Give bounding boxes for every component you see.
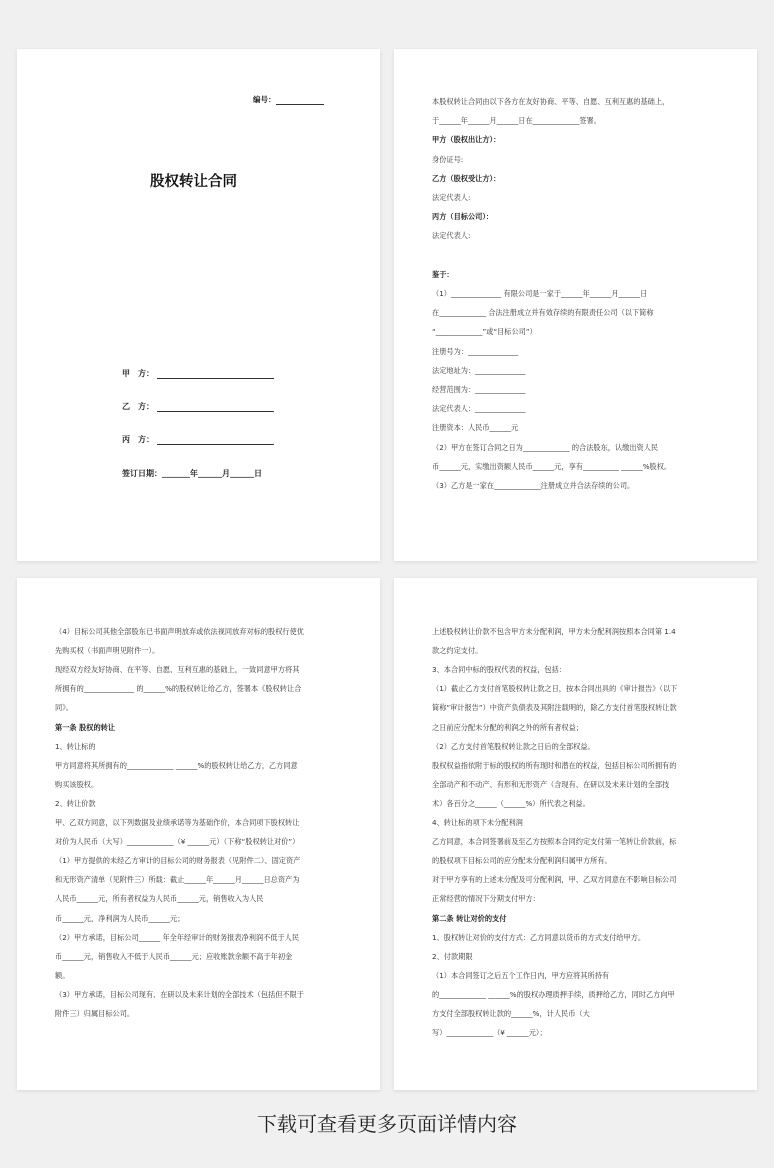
- text-line: 1、股权转让对价的支付方式：乙方同意以货币的方式支付给甲方。: [432, 932, 646, 942]
- text-line: （2）甲方承诺，目标公司______ 年全年经审计的财务报表净利润不低于人民: [55, 932, 300, 942]
- text-line: 身份证号:: [432, 154, 464, 164]
- text-line: 甲、乙双方同意，以下列数据及业绩承诺等为基础作价，本合同项下股权转让: [55, 818, 300, 827]
- text-line: 币______元，实缴出资额人民币______元，享有__________ ______%股权。: [432, 461, 672, 471]
- text-line: 法定代表人：______________: [432, 404, 526, 414]
- document-page-2: [394, 49, 757, 561]
- text-line: （4）目标公司其他全部股东已书面声明放弃或依法视同放弃对标的股权行使优: [55, 627, 304, 636]
- text-line: 简称“审计报告”）中资产负债表及其附注载明的，除乙方支付首笔股权转让款: [432, 703, 677, 713]
- text-line: 币______元，净利润为人民币______元；: [55, 913, 185, 923]
- contract-number-label: 编号：: [253, 95, 276, 104]
- text-line: 1、转让标的: [55, 741, 96, 751]
- text-line: 3、本合同中标的股权代表的权益，包括：: [432, 665, 566, 675]
- text-line: 对于甲方享有的上述未分配及可分配利润，甲、乙双方同意在不影响目标公司: [432, 875, 677, 885]
- party-c-blank: [157, 436, 274, 445]
- party-a-field: [122, 368, 274, 379]
- party-c-label: 丙 方：: [122, 435, 154, 444]
- text-line: 的_____________ ______%的股权办理质押手续，质押给乙方，同时乙方向甲: [432, 989, 675, 999]
- text-line: 股权权益指依附于标的股权的所有现时和潜在的权益，包括目标公司所拥有的: [432, 760, 677, 770]
- party-b-field: [122, 401, 274, 412]
- section-heading: 丙方（目标公司）：: [432, 212, 494, 222]
- text-line: （3）乙方是一家在_____________注册成立并合法存续的公司。: [432, 481, 635, 490]
- party-b-label: 乙 方：: [122, 402, 154, 411]
- text-line: 额。: [55, 970, 70, 980]
- text-line: 对价为人民币（大写）_____________（¥ ______元）（下称“股权转让对价”）: [55, 837, 300, 847]
- text-line: 注册号为：______________: [432, 346, 519, 356]
- text-line: 全部动产和不动产、有形和无形资产（含现有、在研以及未来计划的全部技: [432, 779, 670, 789]
- contract-title: 股权转让合同: [150, 174, 237, 190]
- text-line: 之日前应分配未分配的利润之外的所有者权益；: [432, 722, 583, 732]
- text-line: 本股权转让合同由以下各方在友好协商、平等、自愿、互利互惠的基础上，: [432, 97, 670, 106]
- text-line: 在_____________ 合法注册成立并有效存续的有限责任公司（以下简称: [432, 308, 654, 318]
- party-c-field: [122, 434, 274, 445]
- text-line: 上述股权转让价款不包含甲方未分配利润，甲方未分配利润按照本合同第 1.4: [432, 627, 676, 636]
- text-line: 4、转让标的项下未分配利润: [432, 818, 523, 827]
- text-line: （2）乙方支付首笔股权转让款之日后的全部权益。: [432, 741, 595, 751]
- text-line: （3）甲方承诺，目标公司现有、在研以及未来计划的全部技术（包括但不限于: [55, 989, 304, 999]
- download-more-caption: 下载可查看更多页面详情内容: [257, 1112, 517, 1136]
- text-line: 款之约定支付。: [432, 646, 483, 656]
- text-line: 和无形资产清单（见附件三）所载：截止______年______月______日总资产为: [55, 875, 300, 885]
- text-line: （1）截止乙方支付首笔股权转让款之日，按本合同出具的《审计报告》（以下: [432, 684, 678, 694]
- party-a-label: 甲 方：: [122, 369, 154, 378]
- text-line: 现经双方经友好协商、在平等、自愿、互利互惠的基础上，一致同意甲方将其: [55, 665, 300, 675]
- text-line: 乙方同意，本合同签署前及至乙方按照本合同约定支付第一笔转让价款前，标: [432, 837, 677, 847]
- text-line: 附件三）归属目标公司。: [55, 1009, 135, 1018]
- text-line: 所拥有的______________ 的______%的股权转让给乙方，签署本《股权转让合: [55, 684, 302, 694]
- text-line: 购买该股权。: [55, 779, 99, 789]
- text-line: （1）甲方提供的未经乙方审计的目标公司的财务报表（见附件二）、固定资产: [55, 856, 301, 866]
- text-line: 正常经营的情况下分期支付甲方：: [432, 894, 540, 904]
- text-line: 同》。: [55, 703, 73, 713]
- text-line: 写）_____________（¥ ______元）；: [432, 1028, 547, 1038]
- text-line: 2、付款期限: [432, 951, 473, 961]
- contract-number-blank: [276, 96, 324, 105]
- section-heading: 乙方（股权受让方）：: [432, 173, 501, 183]
- text-line: 法定代表人:: [432, 231, 471, 241]
- text-line: 法定地址为：______________: [432, 365, 526, 375]
- document-page-4: [394, 578, 757, 1090]
- text-line: （1）本合同签订之后五个工作日内，甲方应将其所持有: [432, 970, 610, 980]
- section-heading: 第二条 转让对价的支付: [432, 913, 507, 923]
- contract-number-field: [253, 94, 324, 105]
- text-line: 经营范围为：______________: [432, 385, 526, 394]
- section-heading: 鉴于：: [432, 269, 454, 279]
- document-page-3: [17, 578, 380, 1090]
- section-heading: 第一条 股权的转让: [55, 722, 116, 732]
- text-line: 注册资本：人民币______元: [432, 423, 519, 433]
- text-line: （1）______________ 有限公司是一家于______年______月______日: [432, 289, 648, 298]
- text-line: 法定代表人:: [432, 193, 471, 202]
- text-line: 于______年______月______日在_____________签署。: [432, 116, 601, 126]
- text-line: 甲方同意将其所拥有的_____________ ______%的股权转让给乙方，乙方同意: [55, 760, 298, 770]
- text-line: 方支付全部股权转让款的______%，计人民币（大: [432, 1009, 590, 1018]
- text-line: 人民币______元，所有者权益为人民币______元，销售收入为人民: [55, 894, 264, 904]
- text-line: 先购买权（书面声明见附件一）。: [55, 646, 160, 656]
- party-b-blank: [157, 403, 274, 412]
- section-heading: 甲方（股权出让方）：: [432, 135, 501, 145]
- text-line: “_____________”或“目标公司”）: [432, 327, 537, 337]
- text-line: 的股权项下目标公司的应分配未分配利润归属甲方所有。: [432, 856, 612, 866]
- text-line: 2、转让价款: [55, 798, 96, 808]
- text-line: （2）甲方在签订合同之日为_____________ 的合法股东，认缴出资人民: [432, 442, 659, 452]
- text-line: 币______元，销售收入不低于人民币______元；应收账款余额不高于年初金: [55, 951, 293, 961]
- document-page-cover: [17, 49, 380, 561]
- text-line: 术）各百分之______（______%）所代表之利益。: [432, 798, 590, 808]
- party-a-blank: [157, 370, 274, 379]
- sign-date: 签订日期：_______年______月______日: [122, 469, 262, 478]
